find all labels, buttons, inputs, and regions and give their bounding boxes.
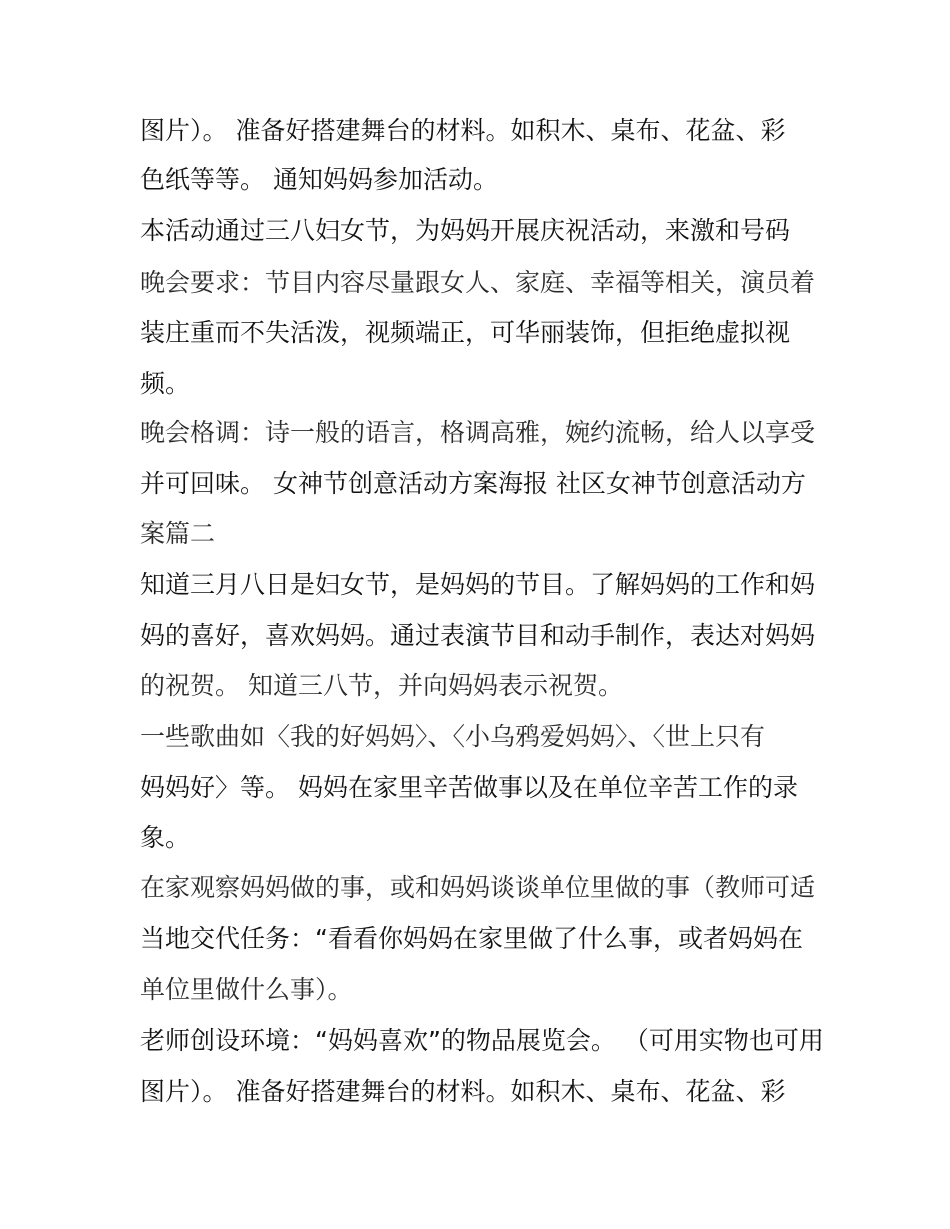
text-line: 妈妈好〉等。 妈妈在家里辛苦做事以及在单位辛苦工作的录 xyxy=(140,773,798,802)
text-line: 图片）。 准备好搭建舞台的材料。如积木、桌布、花盆、彩 xyxy=(140,1077,786,1106)
text-line: 老师创设环境：“妈妈喜欢”的物品展览会。 （可用实物也可用 xyxy=(140,1026,824,1055)
text-line: 一些歌曲如〈我的好妈妈〉、〈小乌鸦爱妈妈〉、〈世上只有 xyxy=(140,722,766,751)
text-line: 装庄重而不失活泼，视频端正，可华丽装饰，但拒绝虚拟视 xyxy=(140,318,791,347)
text-line: 象。 xyxy=(140,823,191,852)
text-line: 频。 xyxy=(140,369,191,398)
text-line: 晚会要求：节目内容尽量跟女人、家庭、幸福等相关，演员着 xyxy=(140,268,816,297)
text-line: 知道三月八日是妇女节，是妈妈的节目。了解妈妈的工作和妈 xyxy=(140,570,816,599)
text-line: 图片）。 准备好搭建舞台的材料。如积木、桌布、花盆、彩 xyxy=(140,116,786,145)
text-line: 本活动通过三八妇女节，为妈妈开展庆祝活动，来激和号码 xyxy=(140,216,791,245)
text-line: 并可回味。 女神节创意活动方案海报 社区女神节创意活动方 xyxy=(140,469,806,498)
text-line: 在家观察妈妈做的事，或和妈妈谈谈单位里做的事（教师可适 xyxy=(140,873,816,902)
text-line: 色纸等等。 通知妈妈参加活动。 xyxy=(140,165,498,194)
text-line: 晚会格调：诗一般的语言，格调高雅，婉约流畅，给人以享受 xyxy=(140,418,816,447)
text-line: 单位里做什么事）。 xyxy=(140,975,353,1004)
text-line: 的祝贺。 知道三八节，并向妈妈表示祝贺。 xyxy=(140,671,623,700)
text-line: 妈的喜好，喜欢妈妈。通过表演节目和动手制作，表达对妈妈 xyxy=(140,621,816,650)
text-line: 当地交代任务：“看看你妈妈在家里做了什么事，或者妈妈在 xyxy=(140,924,803,953)
text-line: 案篇二 xyxy=(140,519,216,548)
